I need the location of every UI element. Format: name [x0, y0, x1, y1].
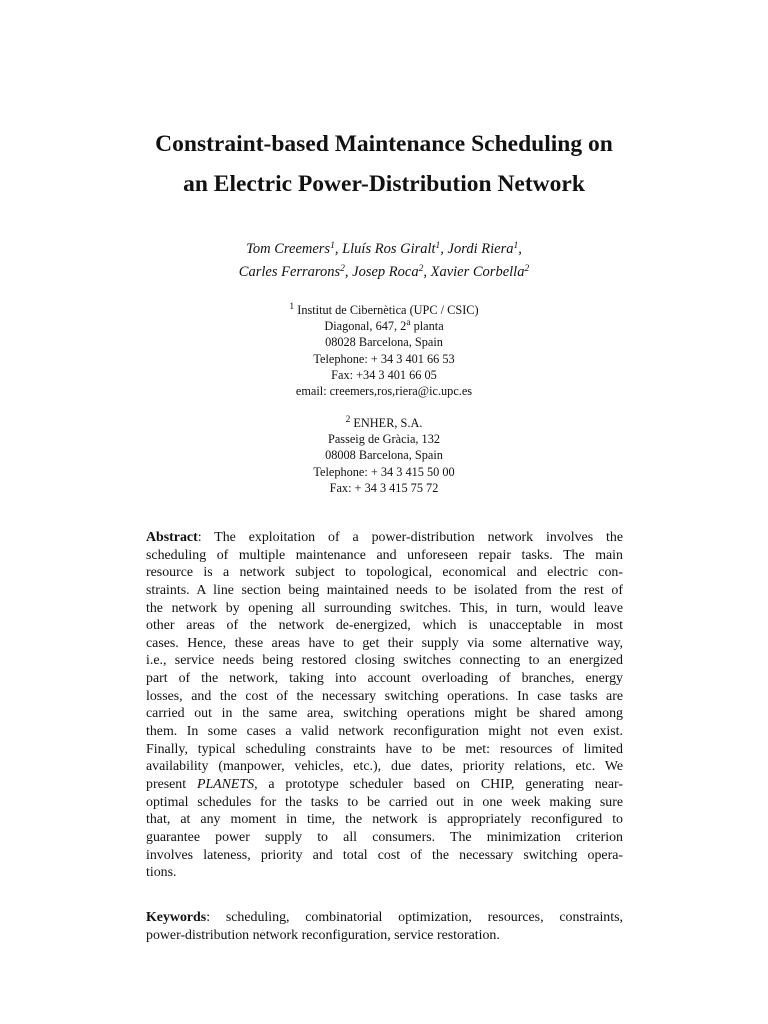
street-address: Diagonal, 647, 2$^a$ planta — [324, 318, 444, 334]
fax-line: Fax: + 34 3 415 75 72 — [329, 480, 439, 495]
abstract-line: other areas of the network de-energized, which is unacceptable in most — [146, 618, 623, 634]
abstract-line: them. In some cases a valid network reconfiguration might not even exist. — [146, 724, 623, 740]
abstract-line: optimal schedules for the tasks to be carried out in one week making sure — [146, 794, 623, 810]
author-line-2: Carles Ferrarons$^2$, Josep Roca$^2$, Xavier Corbella$^2$ — [238, 264, 530, 280]
keywords — [146, 909, 623, 944]
affiliation-mark: 2 — [345, 415, 351, 425]
abstract-line: i.e., service needs being restored closing switches connecting to an energized — [146, 653, 623, 669]
keywords-line: Keywords: scheduling, combinatorial optimization, resources, constraints, — [146, 910, 623, 925]
street-address: Passeig de Gràcia, 132 — [327, 432, 440, 447]
abstract-line: involves lateness, priority and total cost of the necessary switching opera- — [146, 847, 623, 863]
author-affiliation-mark: 1 — [330, 241, 335, 251]
author-name: Josep Roca — [352, 264, 419, 280]
abstract-line: losses, and the cost of the necessary switching operations. In case tasks are — [146, 688, 623, 704]
paper-title — [0, 124, 768, 204]
fax-line: Fax: +34 3 401 66 05 — [331, 367, 437, 382]
city-line: 08028 Barcelona, Spain — [325, 335, 443, 350]
affiliation-2 — [0, 415, 768, 496]
abstract-label: Abstract — [146, 530, 198, 545]
abstract-line: scheduling of multiple maintenance and unforeseen repair tasks. The main — [146, 547, 623, 563]
author-name: Lluís Ros Giralt — [342, 241, 436, 257]
abstract-line: carried out in the same area, switching operations might be shared among — [146, 706, 623, 722]
abstract-line: Finally, typical scheduling constraints have to be met: resources of limited — [146, 741, 623, 757]
abstract-line: straints. A line section being maintained needs to be isolated from the rest of — [146, 582, 623, 598]
author-affiliation-mark: 2 — [524, 264, 530, 274]
institution-name: Institut de Cibernètica (UPC / CSIC) — [297, 303, 479, 317]
telephone-line: Telephone: + 34 3 401 66 53 — [313, 351, 455, 366]
author-name: Tom Creemers — [246, 241, 331, 257]
author-name: Carles Ferrarons — [238, 264, 341, 280]
abstract-line: part of the network, taking into account overloading of branches, energy — [146, 671, 623, 687]
abstract-line: resource is a network subject to topological, economical and electric con- — [146, 565, 623, 581]
keywords-line: power-distribution network reconfiguration, service restoration. — [146, 927, 500, 943]
abstract-line: tions. — [146, 865, 177, 881]
abstract-line: Abstract: The exploitation of a power-distribution network involves the — [146, 530, 623, 545]
abstract-line: present PLANETS, a prototype scheduler based on CHIP, generating near- — [146, 776, 623, 792]
telephone-line: Telephone: + 34 3 415 50 00 — [313, 464, 455, 479]
email-line: email: creemers,ros,riera@ic.upc.es — [295, 384, 473, 399]
abstract-line: the network by opening all surrounding switches. This, in turn, would leave — [146, 600, 623, 616]
author-list — [0, 238, 768, 284]
system-name: PLANETS — [196, 776, 255, 792]
title-line-2: an Electric Power-Distribution Network — [183, 171, 585, 197]
author-affiliation-mark: 1 — [513, 241, 519, 251]
affiliation-mark: 1 — [289, 302, 295, 312]
abstract-line: that, at any moment in time, the network is appropriately reconfigured to — [146, 812, 623, 828]
author-name: Xavier Corbella — [430, 264, 525, 280]
keywords-label: Keywords — [146, 910, 207, 925]
title-line-1: Constraint-based Maintenance Scheduling on — [155, 131, 613, 157]
author-affiliation-mark: 2 — [340, 264, 345, 274]
affiliation-1 — [0, 302, 768, 399]
author-affiliation-mark: 1 — [435, 241, 441, 251]
abstract — [146, 529, 623, 882]
author-line-1: Tom Creemers$^1$, Lluís Ros Giralt$^1$, Jordi Riera$^1$, — [246, 241, 522, 257]
city-line: 08008 Barcelona, Spain — [325, 448, 443, 463]
author-name: Jordi Riera — [447, 241, 514, 257]
abstract-line: guarantee power supply to all consumers. The minimization criterion — [146, 829, 623, 845]
abstract-line: availability (manpower, vehicles, etc.), due dates, priority relations, etc. We — [146, 759, 623, 775]
institution-name: ENHER, S.A. — [353, 416, 423, 430]
abstract-line: cases. Hence, these areas have to get their supply via some alternative way, — [146, 635, 623, 651]
author-affiliation-mark: 2 — [418, 264, 424, 274]
